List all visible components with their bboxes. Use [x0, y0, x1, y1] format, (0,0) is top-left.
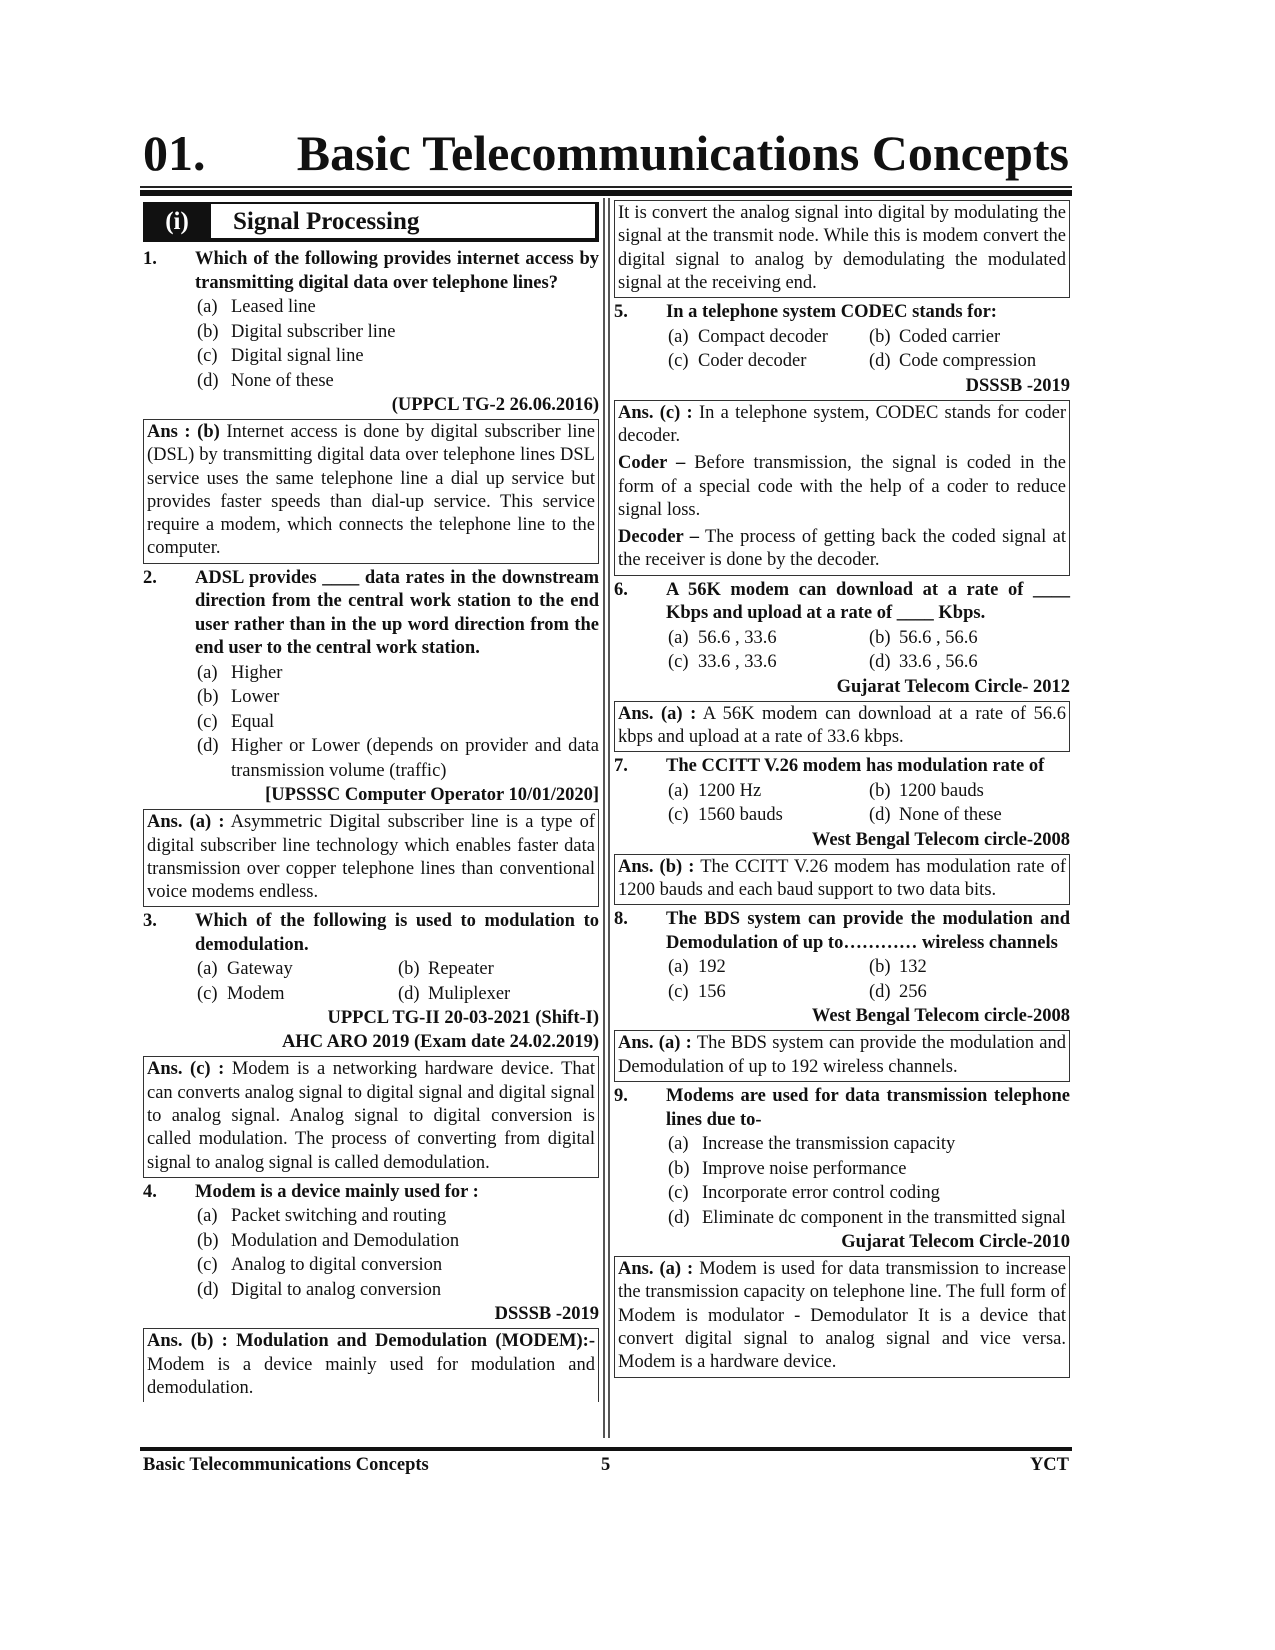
right-column [614, 198, 1070, 1381]
option-text: Gateway [227, 959, 293, 980]
option-text: 33.6 , 56.6 [899, 652, 978, 673]
option-label: (a) [197, 297, 218, 317]
option-text: Digital signal line [231, 346, 364, 366]
question-source: UPPCL TG-II 20-03-2021 (Shift-I) [327, 1008, 599, 1029]
question-text: The BDS system can provide the modulation and Demodulation of up to………… wireless channels [666, 909, 1070, 953]
option-d [869, 349, 1070, 374]
option-c [197, 1253, 599, 1278]
option-b [197, 320, 599, 345]
option-b [869, 325, 1070, 350]
option-label: (a) [197, 959, 218, 980]
option-c [197, 982, 398, 1007]
question-number: 7. [614, 756, 628, 777]
option-d [668, 1206, 1070, 1231]
answer-text: In a telephone system, CODEC stands for coder decoder. [618, 402, 1066, 446]
question-text: In a telephone system CODEC stands for: [666, 302, 997, 323]
question-8 [614, 908, 1070, 1082]
question-number: 6. [614, 579, 628, 600]
question-number: 4. [143, 1181, 157, 1202]
option-label: (d) [398, 983, 420, 1004]
option-d [197, 369, 599, 394]
option-text: 192 [698, 957, 726, 978]
option-label: (b) [869, 326, 891, 347]
answer-text: Internet access is done by digital subscriber line (DSL) by transmitting digital data over telephone lines DSL service uses the same telephone line a dial up service but provides faster speeds than dial-up service. This service require a modem, which connects the telephone line to the computer. [147, 422, 595, 559]
option-label: (c) [668, 652, 689, 673]
option-text: Muliplexer [428, 983, 511, 1004]
option-label: (b) [398, 959, 420, 980]
option-text: 56.6 , 33.6 [698, 627, 777, 648]
answer-text: Modem is a device mainly used for modulation and demodulation. [147, 1354, 595, 1399]
option-d [197, 1278, 599, 1303]
section-badge: (i) [143, 202, 211, 242]
option-text: Equal [231, 711, 275, 732]
option-text: Higher [231, 662, 283, 683]
question-source: DSSSB -2019 [965, 375, 1070, 396]
column-divider-inner [608, 198, 610, 1438]
answer-text: A 56K modem can download at a rate of 56.6 kbps and upload at a rate of 33.6 kbps. [618, 703, 1066, 748]
answer-prefix: Ans. (a) : [618, 1259, 694, 1280]
question-number: 5. [614, 302, 628, 323]
option-text: Higher or Lower (depends on provider and data transmission volume (traffic) [231, 736, 599, 781]
footer-publisher: YCT [1029, 1455, 1069, 1475]
option-text: None of these [899, 805, 1002, 826]
option-text: 256 [899, 981, 927, 1002]
option-text: Modem [227, 983, 285, 1004]
option-label: (b) [869, 627, 891, 648]
answer-prefix: Ans. (a) : [618, 703, 697, 724]
question-text: ADSL provides ____ data rates in the downstream direction from the central work station to the end user rather than in the up word direction from the end user to the central work station. [195, 567, 599, 659]
option-label: (d) [869, 805, 891, 826]
answer-box [143, 419, 599, 564]
option-label: (c) [197, 346, 218, 366]
option-a [197, 295, 599, 320]
question-7 [614, 755, 1070, 905]
question-2 [143, 567, 599, 908]
section-heading [143, 202, 599, 242]
question-text: Modems are used for data transmission telephone lines due to- [666, 1086, 1070, 1130]
option-d [197, 734, 599, 783]
question-source: West Bengal Telecom circle-2008 [811, 1006, 1070, 1027]
column-divider [603, 198, 605, 1438]
answer-prefix: Ans. (c) : [618, 402, 693, 423]
question-number: 8. [614, 909, 628, 930]
question-6 [614, 579, 1070, 753]
option-text: 56.6 , 56.6 [899, 627, 978, 648]
option-text: 156 [698, 981, 726, 1002]
option-label: (a) [668, 780, 689, 801]
question-3 [143, 910, 599, 1177]
question-source: Gujarat Telecom Circle-2010 [841, 1232, 1070, 1253]
option-b [869, 626, 1070, 651]
answer-prefix: Ans. (a) : [618, 1033, 692, 1054]
option-label: (c) [668, 981, 689, 1002]
option-text: Coder decoder [698, 351, 807, 372]
question-source: Gujarat Telecom Circle- 2012 [836, 676, 1070, 697]
option-label: (a) [668, 957, 689, 978]
answer-prefix: Ans. (c) : [147, 1059, 225, 1080]
question-source: AHC ARO 2019 (Exam date 24.02.2019) [281, 1032, 599, 1053]
decoder-text: The process of getting back the coded signal at the receiver is done by the decoder. [618, 527, 1066, 571]
option-b [869, 779, 1070, 804]
header-rule-thick [140, 190, 1072, 196]
option-text: Digital to analog conversion [231, 1279, 442, 1300]
option-label: (a) [197, 662, 218, 683]
option-text: Modulation and Demodulation [231, 1230, 460, 1251]
option-text: Compact decoder [698, 326, 828, 347]
option-label: (d) [197, 736, 219, 757]
question-1 [143, 248, 599, 564]
footer-chapter: Basic Telecommunications Concepts [143, 1455, 429, 1475]
option-text: Analog to digital conversion [231, 1255, 443, 1276]
question-text: Which of the following is used to modulation to demodulation. [195, 911, 599, 955]
option-d [398, 982, 599, 1007]
chapter-number: 01. [143, 125, 206, 181]
answer-box [614, 854, 1070, 906]
question-text: Modem is a device mainly used for : [195, 1181, 479, 1202]
question-text: The CCITT V.26 modem has modulation rate of [666, 756, 1045, 777]
option-label: (b) [197, 1230, 219, 1251]
option-text: 1200 Hz [698, 780, 762, 801]
answer-box [143, 1056, 599, 1177]
answer-box [614, 701, 1070, 753]
option-text: Coded carrier [899, 326, 1001, 347]
option-label: (a) [668, 627, 689, 648]
option-label: (b) [197, 321, 219, 342]
answer-prefix: Ans : (b) [147, 422, 220, 442]
chapter-title: Basic Telecommunications Concepts [296, 125, 1069, 181]
question-number: 9. [614, 1086, 628, 1107]
answer-box [614, 1030, 1070, 1082]
option-label: (a) [668, 326, 689, 347]
answer-text: The CCITT V.26 modem has modulation rate of 1200 bauds and each baud support to two data bits. [618, 856, 1067, 901]
option-b [869, 955, 1070, 980]
question-source: [UPSSSC Computer Operator 10/01/2020] [265, 785, 599, 806]
option-c [668, 1181, 1070, 1206]
question-number: 1. [143, 249, 157, 269]
option-c [668, 650, 869, 675]
left-column [143, 198, 599, 1405]
option-label: (d) [869, 351, 891, 372]
option-label: (b) [668, 1158, 690, 1179]
section-title: Signal Processing [233, 208, 420, 235]
question-source: West Bengal Telecom circle-2008 [811, 829, 1070, 850]
option-c [668, 803, 869, 828]
header-rule-thin [140, 186, 1072, 188]
option-label: (d) [869, 652, 891, 673]
option-label: (b) [869, 780, 891, 801]
answer-prefix: Ans. (b) : [618, 856, 695, 877]
page-footer [143, 1455, 1069, 1481]
option-label: (b) [869, 957, 891, 978]
coder-label: Coder – [618, 453, 686, 474]
answer-text: Asymmetric Digital subscriber line is a type of digital subscriber line technology which enables faster data transmission over copper telephone lines than conventional voice modems endless. [147, 812, 595, 903]
answer-text: The BDS system can provide the modulation and Demodulation of up to 192 wireless channels. [618, 1033, 1066, 1077]
question-text: Which of the following provides internet access by transmitting digital data over telephone lines? [195, 249, 599, 293]
option-text: Lower [231, 687, 280, 708]
option-label: (a) [197, 1206, 218, 1227]
question-text: A 56K modem can download at a rate of ____ Kbps and upload at a rate of ____ Kbps. [666, 579, 1070, 624]
option-text: Incorporate error control coding [702, 1183, 940, 1204]
coder-text: Before transmission, the signal is coded in the form of a special code with the help of a coder to reduce signal loss. [618, 453, 1066, 520]
option-b [197, 685, 599, 710]
option-label: (d) [869, 981, 891, 1002]
option-a [668, 1132, 1070, 1157]
option-a [668, 325, 869, 350]
answer-text: Modem is a networking hardware device. That can converts analog signal to digital signal and digital signal to analog signal. Analog signal to digital conversion is called modulation. The process of converting from digital signal to analog signal is called demodulation. [147, 1059, 595, 1173]
option-label: (c) [668, 805, 689, 826]
option-b [398, 957, 599, 982]
option-c [197, 344, 599, 369]
option-a [668, 626, 869, 651]
chapter-heading [143, 122, 1069, 184]
option-text: Code compression [899, 351, 1037, 372]
question-9 [614, 1085, 1070, 1377]
option-a [197, 661, 599, 686]
option-d [869, 980, 1070, 1005]
option-text: Packet switching and routing [231, 1206, 447, 1227]
option-text: Improve noise performance [702, 1158, 907, 1179]
answer-prefix: Ans. (a) : [147, 812, 225, 833]
question-source: DSSSB -2019 [494, 1304, 599, 1325]
answer-box [143, 1328, 599, 1402]
page-number: 5 [601, 1455, 611, 1475]
option-label: (d) [668, 1207, 690, 1228]
question-number: 3. [143, 911, 157, 932]
option-text: 1200 bauds [899, 780, 984, 801]
answer-prefix: Ans. (b) : Modulation and Demodulation (MODEM):- [147, 1331, 595, 1352]
question-4 [143, 1181, 599, 1402]
option-a [668, 955, 869, 980]
option-b [668, 1157, 1070, 1182]
option-text: 33.6 , 33.6 [698, 652, 777, 673]
question-5 [614, 301, 1070, 576]
option-label: (c) [668, 351, 689, 372]
option-label: (c) [668, 1183, 689, 1204]
option-text: Eliminate dc component in the transmitted signal [702, 1207, 1066, 1228]
option-label: (c) [197, 711, 218, 732]
option-text: Digital subscriber line [231, 321, 396, 342]
option-text: 132 [899, 957, 927, 978]
option-d [869, 650, 1070, 675]
option-label: (b) [197, 687, 219, 708]
option-b [197, 1229, 599, 1254]
option-label: (c) [197, 983, 218, 1004]
answer-box [614, 1256, 1070, 1377]
option-c [668, 349, 869, 374]
option-label: (d) [197, 1279, 219, 1300]
option-text: None of these [231, 370, 334, 391]
option-text: Increase the transmission capacity [702, 1134, 956, 1155]
option-label: (a) [668, 1134, 689, 1155]
option-text: Leased line [231, 297, 316, 317]
option-label: (d) [197, 370, 219, 391]
decoder-label: Decoder – [618, 527, 699, 548]
answer-box-continued [614, 200, 1070, 298]
option-c [668, 980, 869, 1005]
question-source: (UPPCL TG-2 26.06.2016) [391, 395, 599, 415]
option-label: (c) [197, 1255, 218, 1276]
footer-rule [140, 1447, 1072, 1451]
answer-continuation: It is convert the analog signal into digital by modulating the signal at the transmit node. While this is modem convert the digital signal to analog by demodulating the modulated signal at the receiving end. [618, 203, 1066, 293]
option-text: 1560 bauds [698, 805, 783, 826]
question-number: 2. [143, 567, 157, 588]
answer-box [143, 809, 599, 907]
option-a [197, 957, 398, 982]
option-d [869, 803, 1070, 828]
option-a [197, 1204, 599, 1229]
option-c [197, 710, 599, 735]
answer-box [614, 400, 1070, 576]
option-a [668, 779, 869, 804]
option-text: Repeater [428, 959, 494, 980]
answer-text: Modem is used for data transmission to increase the transmission capacity on telephone line. The full form of Modem is modulator - Demodulator It is a device that convert digital signal to analog signal and vice versa. Modem is a hardware device. [618, 1259, 1066, 1373]
